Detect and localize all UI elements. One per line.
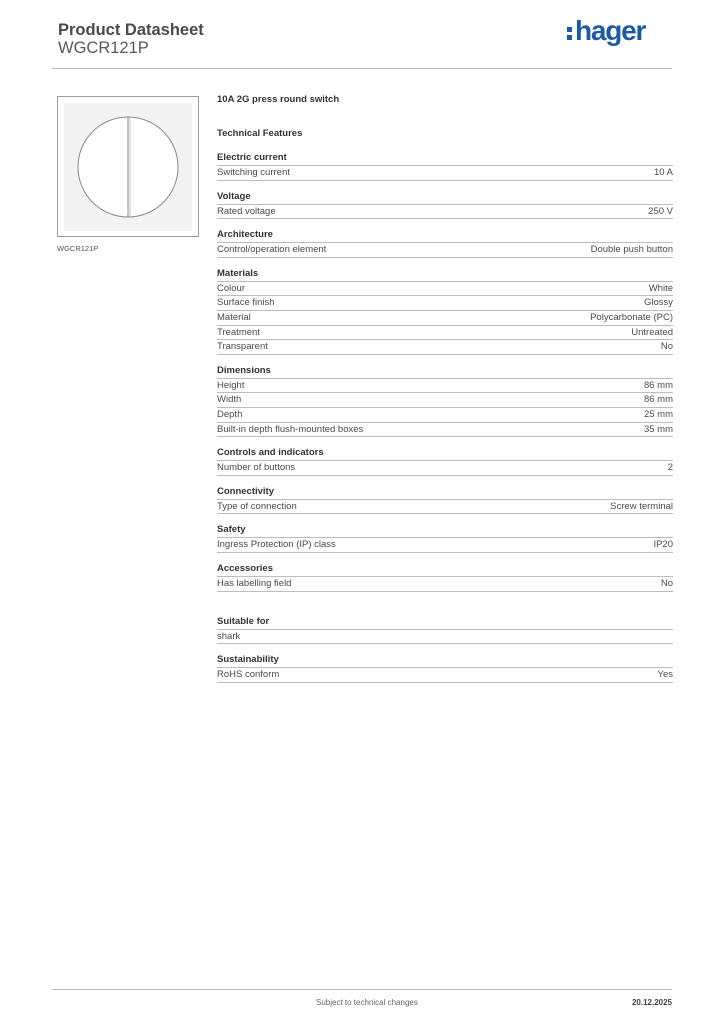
spec-section bbox=[217, 191, 673, 220]
product-code: WGCR121P bbox=[58, 39, 149, 57]
section-title: Suitable for bbox=[217, 616, 673, 630]
section-title: Safety bbox=[217, 524, 673, 538]
spec-row bbox=[217, 340, 673, 355]
spec-label: Treatment bbox=[217, 326, 260, 338]
spec-row bbox=[217, 296, 673, 311]
spec-row bbox=[217, 166, 673, 181]
logo-dots-icon bbox=[567, 27, 572, 43]
section-title: Sustainability bbox=[217, 654, 673, 668]
spec-row bbox=[217, 461, 673, 476]
spec-value: 10 A bbox=[653, 167, 673, 178]
spec-row bbox=[217, 500, 673, 515]
spec-section bbox=[217, 229, 673, 258]
specifications bbox=[217, 94, 673, 683]
spec-value: Yes bbox=[657, 669, 673, 681]
spec-value: Double push button bbox=[590, 244, 673, 256]
spec-section bbox=[217, 563, 673, 592]
spec-section bbox=[217, 447, 673, 476]
image-caption: WGCR121P bbox=[57, 244, 99, 253]
spec-value: 250 V bbox=[648, 205, 673, 217]
spec-value: Untreated bbox=[631, 326, 673, 338]
spec-label: Depth bbox=[217, 408, 243, 420]
footer-date: 20.12.2025 bbox=[631, 998, 672, 1007]
spec-row bbox=[217, 630, 673, 645]
spec-value: IP20 bbox=[653, 539, 673, 551]
spec-label: RoHS conform bbox=[217, 669, 280, 681]
product-image-background bbox=[64, 103, 192, 231]
spec-label: Ingress Protection (IP) class bbox=[217, 539, 336, 551]
spec-label: Switching current bbox=[217, 167, 290, 178]
spec-section bbox=[217, 152, 673, 181]
brand-logo bbox=[567, 15, 645, 49]
section-title: Electric current bbox=[217, 152, 673, 166]
section-title: Dimensions bbox=[217, 365, 673, 379]
spec-value: White bbox=[648, 282, 673, 294]
spec-value: Polycarbonate (PC) bbox=[590, 311, 673, 323]
spec-value: 2 bbox=[667, 462, 673, 474]
spec-value: No bbox=[660, 577, 673, 589]
spec-row bbox=[217, 326, 673, 341]
spec-row bbox=[217, 243, 673, 258]
spec-row bbox=[217, 423, 673, 438]
switch-illustration-icon bbox=[64, 103, 192, 231]
technical-features-heading: Technical Features bbox=[217, 128, 303, 139]
spec-label: Has labelling field bbox=[217, 577, 292, 589]
spec-section bbox=[217, 486, 673, 515]
spec-label: Type of connection bbox=[217, 500, 297, 512]
spec-label: Number of buttons bbox=[217, 462, 296, 474]
product-image bbox=[57, 96, 199, 237]
page-title: Product Datasheet bbox=[58, 21, 204, 39]
spec-section bbox=[217, 524, 673, 553]
section-title: Architecture bbox=[217, 229, 673, 243]
spec-sections-extra bbox=[217, 616, 673, 683]
spec-section bbox=[217, 365, 673, 437]
spec-label: Built-in depth flush-mounted boxes bbox=[217, 423, 364, 435]
spec-row bbox=[217, 311, 673, 326]
header-divider bbox=[52, 68, 672, 69]
spec-label: shark bbox=[217, 630, 241, 642]
spec-label: Material bbox=[217, 311, 251, 323]
spec-label: Height bbox=[217, 379, 245, 391]
spec-row bbox=[217, 205, 673, 220]
spec-label: Width bbox=[217, 394, 242, 406]
spec-row bbox=[217, 408, 673, 423]
spec-section bbox=[217, 654, 673, 683]
spec-value: 86 mm bbox=[643, 394, 673, 406]
spec-label: Transparent bbox=[217, 341, 268, 353]
spec-value: Screw terminal bbox=[610, 500, 673, 512]
section-title: Materials bbox=[217, 268, 673, 282]
spec-label: Surface finish bbox=[217, 297, 275, 309]
footer-note: Subject to technical changes bbox=[316, 998, 418, 1007]
footer-divider bbox=[52, 989, 672, 990]
spec-row bbox=[217, 668, 673, 683]
spec-value: 35 mm bbox=[643, 423, 673, 435]
spec-row bbox=[217, 577, 673, 592]
spec-value: 86 mm bbox=[643, 379, 673, 391]
spec-section bbox=[217, 616, 673, 645]
spec-sections bbox=[217, 152, 673, 592]
product-name: 10A 2G press round switch bbox=[217, 94, 340, 105]
spec-label: Control/operation element bbox=[217, 244, 327, 256]
section-title: Connectivity bbox=[217, 486, 673, 500]
section-title: Voltage bbox=[217, 191, 673, 205]
spec-row bbox=[217, 393, 673, 408]
spec-row bbox=[217, 379, 673, 394]
spec-label: Colour bbox=[217, 282, 245, 294]
logo-text: hager bbox=[575, 15, 646, 46]
spec-row bbox=[217, 538, 673, 553]
spec-value: No bbox=[660, 341, 673, 353]
spec-row bbox=[217, 282, 673, 297]
section-title: Controls and indicators bbox=[217, 447, 673, 461]
section-gap bbox=[217, 592, 673, 606]
spec-value: Glossy bbox=[643, 297, 673, 309]
spec-label: Rated voltage bbox=[217, 205, 276, 217]
spec-value: 25 mm bbox=[643, 408, 673, 420]
spec-section bbox=[217, 268, 673, 355]
section-title: Accessories bbox=[217, 563, 673, 577]
